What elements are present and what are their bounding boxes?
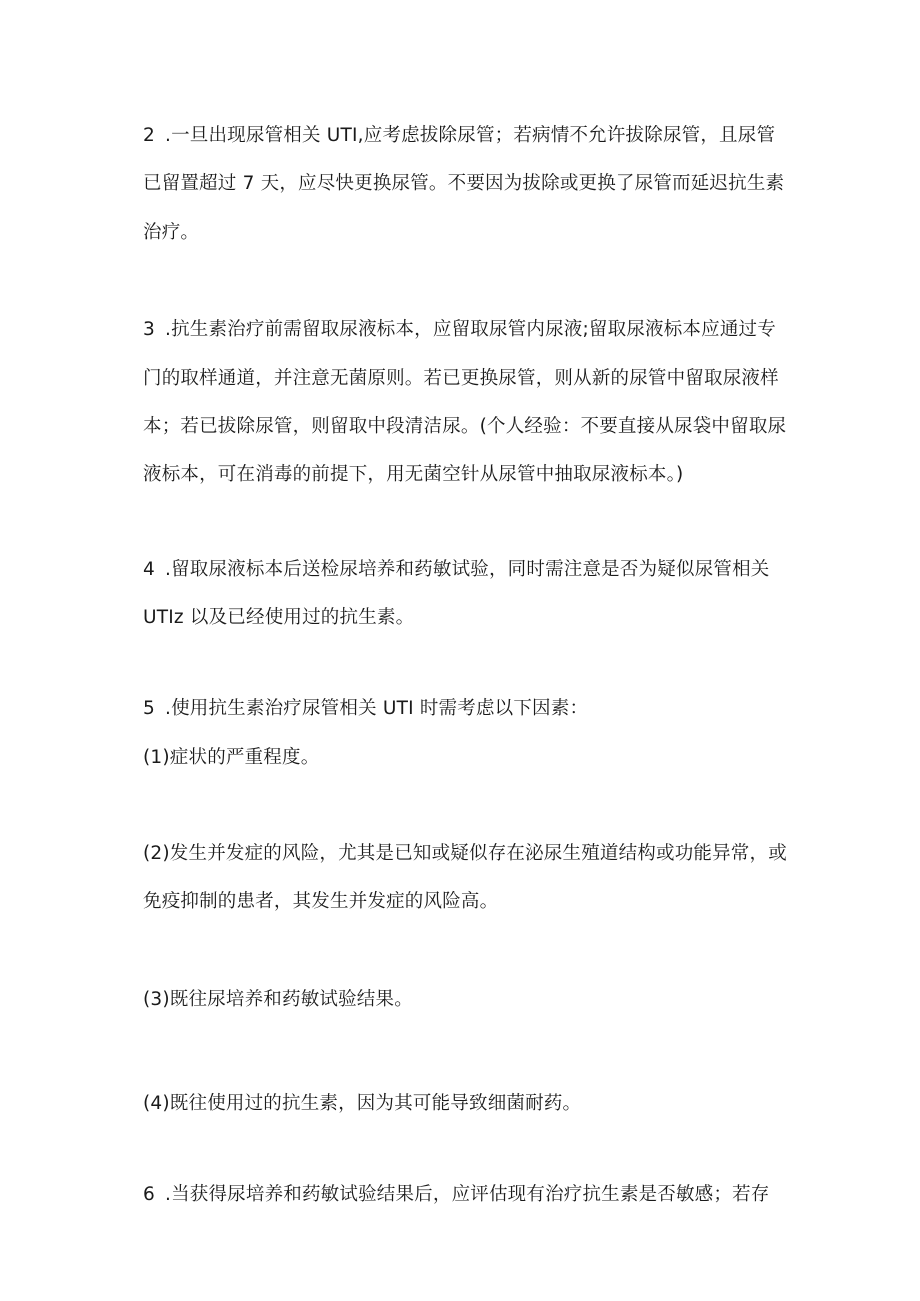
- paragraph-2-line-2: 已留置超过 7 天，应尽快更换尿管。不要因为拔除或更换了尿管而延迟抗生素: [143, 173, 785, 194]
- paragraph-text: .抗生素治疗前需留取尿液标本，应留取尿管内尿液;留取尿液标本应通过专: [165, 319, 776, 340]
- paragraph-number: 6: [143, 1184, 155, 1205]
- paragraph-5-line-1: [143, 697, 588, 721]
- list-item-2-line-1: (2)发生并发症的风险，尤其是已知或疑似存在泌尿生殖道结构或功能异常，或: [143, 843, 787, 864]
- paragraph-number: 5: [143, 698, 155, 719]
- list-item-2-line-2: 免疫抑制的患者，其发生并发症的风险高。: [143, 891, 499, 912]
- paragraph-3-line-3: 本；若已拔除尿管，则留取中段清洁尿。(个人经验：不要直接从尿袋中留取尿: [143, 416, 787, 437]
- paragraph-text: .一旦出现尿管相关 UTI,应考虑拔除尿管；若病情不允许拔除尿管，且尿管: [165, 125, 776, 146]
- paragraph-2-line-1: [143, 124, 775, 148]
- list-item-3: (3)既往尿培养和药敏试验结果。: [143, 989, 413, 1010]
- paragraph-6-line-1: [143, 1183, 769, 1207]
- paragraph-text: .当获得尿培养和药敏试验结果后，应评估现有治疗抗生素是否敏感；若存: [165, 1184, 770, 1205]
- paragraph-3-line-1: [143, 318, 776, 342]
- paragraph-4-line-1: [143, 558, 769, 582]
- paragraph-3-line-4: 液标本，可在消毒的前提下，用无菌空针从尿管中抽取尿液标本。): [143, 464, 684, 485]
- paragraph-number: 3: [143, 319, 155, 340]
- paragraph-number: 2: [143, 125, 155, 146]
- list-item-4: (4)既往使用过的抗生素，因为其可能导致细菌耐药。: [143, 1093, 582, 1114]
- paragraph-4-line-2: UTIz 以及已经使用过的抗生素。: [143, 607, 415, 628]
- paragraph-number: 4: [143, 559, 155, 580]
- paragraph-text: .留取尿液标本后送检尿培养和药敏试验，同时需注意是否为疑似尿管相关: [165, 559, 770, 580]
- list-item-1: (1)症状的严重程度。: [143, 747, 320, 768]
- paragraph-3-line-2: 门的取样通道，并注意无菌原则。若已更换尿管，则从新的尿管中留取尿液样: [143, 368, 779, 389]
- paragraph-2-line-3: 治疗。: [143, 222, 200, 243]
- paragraph-text: .使用抗生素治疗尿管相关 UTI 时需考虑以下因素：: [165, 698, 589, 719]
